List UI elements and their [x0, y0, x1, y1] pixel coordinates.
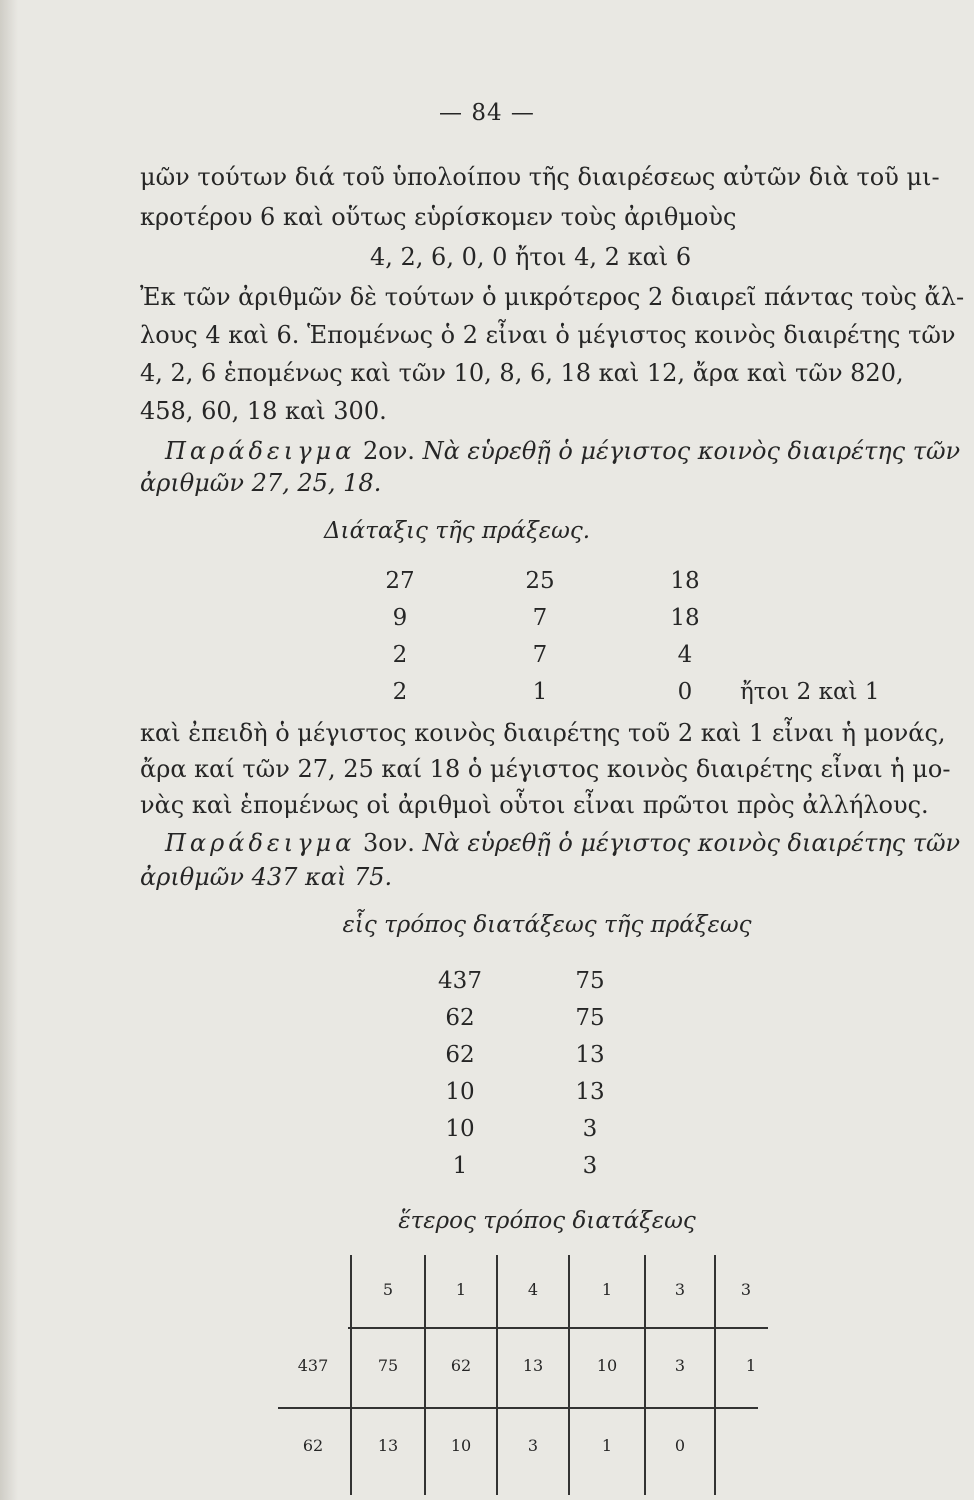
table-cell: 10 — [445, 1078, 475, 1105]
example2-line2: ἀριθμῶν 27, 25, 18. — [140, 469, 382, 497]
example-text: Νὰ εὑρεθῇ ὁ μέγιστος κοινὸς διαιρέτης τῶν — [422, 437, 961, 465]
dividend-cell: 75 — [377, 1356, 399, 1375]
remainder-cell: 13 — [377, 1436, 399, 1455]
remainder-cell: 62 — [302, 1436, 324, 1455]
quotient-cell: 4 — [527, 1280, 539, 1299]
euclid-table — [278, 1255, 798, 1495]
example-label: Παράδειγμα — [165, 829, 356, 857]
table-row — [420, 1110, 680, 1147]
table-row — [420, 1147, 680, 1184]
example2-line — [140, 434, 962, 468]
table-method1 — [420, 962, 680, 1184]
table-cell: 18 — [670, 567, 700, 594]
quotient-cell: 5 — [382, 1280, 394, 1299]
quotient-cell: 1 — [601, 1280, 613, 1299]
example-label: Παράδειγμα — [165, 437, 356, 465]
remainder-cell: 10 — [450, 1436, 472, 1455]
table-cell: 25 — [525, 567, 555, 594]
quotient-cell: 3 — [740, 1280, 752, 1299]
dividend-cell: 10 — [596, 1356, 618, 1375]
remainder-cell: 0 — [674, 1436, 686, 1455]
quotient-cell: 3 — [674, 1280, 686, 1299]
text-line: 4, 2, 6 ἑπομένως καὶ τῶν 10, 8, 6, 18 καὶ 12, ἄρα καὶ τῶν 820, — [140, 359, 904, 387]
table-cell: 27 — [385, 567, 415, 594]
text-line: νὰς καὶ ἑπομένως οἱ ἀριθμοὶ οὗτοι εἶναι πρῶτοι πρὸς ἀλλήλους. — [140, 791, 929, 819]
table-cell: 3 — [582, 1152, 598, 1179]
table-row — [420, 962, 680, 999]
table-cell: 0 — [677, 678, 693, 705]
dividend-cell: 437 — [297, 1356, 329, 1375]
text-line: Ἐκ τῶν ἀριθμῶν δὲ τούτων ὁ μικρότερος 2 διαιρεῖ πάντας τοὺς ἄλ- — [140, 283, 965, 311]
text-line: ἄρα καί τῶν 27, 25 καί 18 ὁ μέγιστος κοινὸς διαιρέτης εἶναι ἡ μο- — [140, 755, 951, 783]
table-cell: 13 — [575, 1041, 605, 1068]
page-edge — [0, 0, 18, 1500]
table-cell: 9 — [392, 604, 408, 631]
table-cell: 1 — [452, 1152, 468, 1179]
example3-line — [140, 826, 962, 860]
heading-layout: Διάταξις τῆς πράξεως. — [323, 518, 591, 544]
table-cell: 2 — [392, 678, 408, 705]
table-cell: 437 — [438, 967, 482, 994]
table-cell: 18 — [670, 604, 700, 631]
table-row — [370, 636, 920, 673]
table-row — [370, 562, 920, 599]
table-cell: 75 — [575, 1004, 605, 1031]
text-line: κροτέρου 6 καὶ οὕτως εὑρίσκομεν τοὺς ἀριθμοὺς — [140, 203, 737, 231]
example-text: Νὰ εὑρεθῇ ὁ μέγιστος κοινὸς διαιρέτης τῶν — [422, 829, 961, 857]
text-line: λους 4 καὶ 6. Ἑπομένως ὁ 2 εἶναι ὁ μέγιστος κοινὸς διαιρέτης τῶν — [140, 321, 956, 349]
table-cell: 10 — [445, 1115, 475, 1142]
text-line: μῶν τούτων διά τοῦ ὑπολοίπου τῆς διαιρέσεως αὐτῶν διὰ τοῦ μι- — [140, 163, 940, 191]
dividend-cell: 13 — [522, 1356, 544, 1375]
dividend-cell: 62 — [450, 1356, 472, 1375]
remainder-cell: 3 — [527, 1436, 539, 1455]
table-cell: 75 — [575, 967, 605, 994]
text-line: καὶ ἐπειδὴ ὁ μέγιστος κοινὸς διαιρέτης τοῦ 2 καὶ 1 εἶναι ἡ μονάς, — [140, 719, 946, 747]
quotient-cell: 1 — [455, 1280, 467, 1299]
text-line: 458, 60, 18 καὶ 300. — [140, 397, 387, 425]
page-number: — 84 — — [439, 100, 535, 126]
table-row — [420, 1073, 680, 1110]
table-row — [420, 999, 680, 1036]
table-cell: 1 — [532, 678, 548, 705]
example-number: 2ον. — [362, 437, 415, 465]
table-row — [420, 1036, 680, 1073]
table-cell: 4 — [677, 641, 693, 668]
heading-method2: ἕτερος τρόπος διατάξεως — [398, 1208, 696, 1234]
table-cell: 7 — [532, 641, 548, 668]
text-line: 4, 2, 6, 0, 0 ἤτοι 4, 2 καὶ 6 — [370, 243, 692, 271]
remainder-cell: 1 — [601, 1436, 613, 1455]
table-row — [370, 673, 920, 710]
dividend-cell: 3 — [674, 1356, 686, 1375]
dividend-cell: 1 — [745, 1356, 757, 1375]
heading-method1: εἷς τρόπος διατάξεως τῆς πράξεως — [342, 912, 752, 938]
table-divisions — [370, 562, 920, 710]
table-cell: ἤτοι 2 καὶ 1 — [740, 678, 880, 705]
example-number: 3ον. — [362, 829, 415, 857]
example3-line2: ἀριθμῶν 437 καὶ 75. — [140, 863, 393, 891]
table-cell: 62 — [445, 1041, 475, 1068]
table-cell: 3 — [582, 1115, 598, 1142]
table-cell: 7 — [532, 604, 548, 631]
table-cell: 13 — [575, 1078, 605, 1105]
table-row — [370, 599, 920, 636]
table-cell: 2 — [392, 641, 408, 668]
table-cell: 62 — [445, 1004, 475, 1031]
table-rule — [348, 1327, 768, 1329]
